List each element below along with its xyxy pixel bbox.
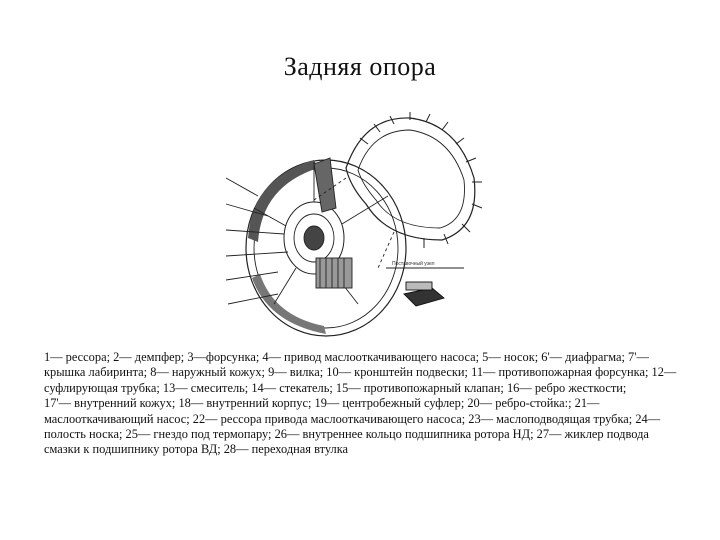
rear-support-drawing [218, 108, 486, 338]
caption-paragraph-2: 17'— внутренний кожух; 18— внутренний корпус; 19— центробежный суфлер; 20— ребро-стойка:; 21— маслооткачивающий насос; 22— рессора привода маслооткачивающего насоса; 23— маслоподводящая трубка; 24— полость носка; 25— гнездо под термопару; 26— внутреннее кольцо подшипника ротора НД; 27— жиклер подвода смазки к подшипнику ротора ВД; 28— переходная втулка [44, 396, 661, 457]
inset-label: Поставочный узел [392, 261, 435, 267]
rear-support-illustration [218, 108, 486, 338]
figure-caption [44, 350, 684, 458]
slide-title: Задняя опора [283, 52, 437, 81]
caption-paragraph-1: 1— рессора; 2— демпфер; 3—форсунка; 4— привод маслооткачивающего насоса; 5— носок; 6'— диафрагма; 7'— крышка лабиринта; 8— наружный кожух; 9— вилка; 10— кронштейн подвески; 11— противопожарная форсунка; 12— суфлирующая трубка; 13— смеситель; 14— стекатель; 15— противопожарный клапан; 16— ребро жесткости; [44, 350, 677, 395]
